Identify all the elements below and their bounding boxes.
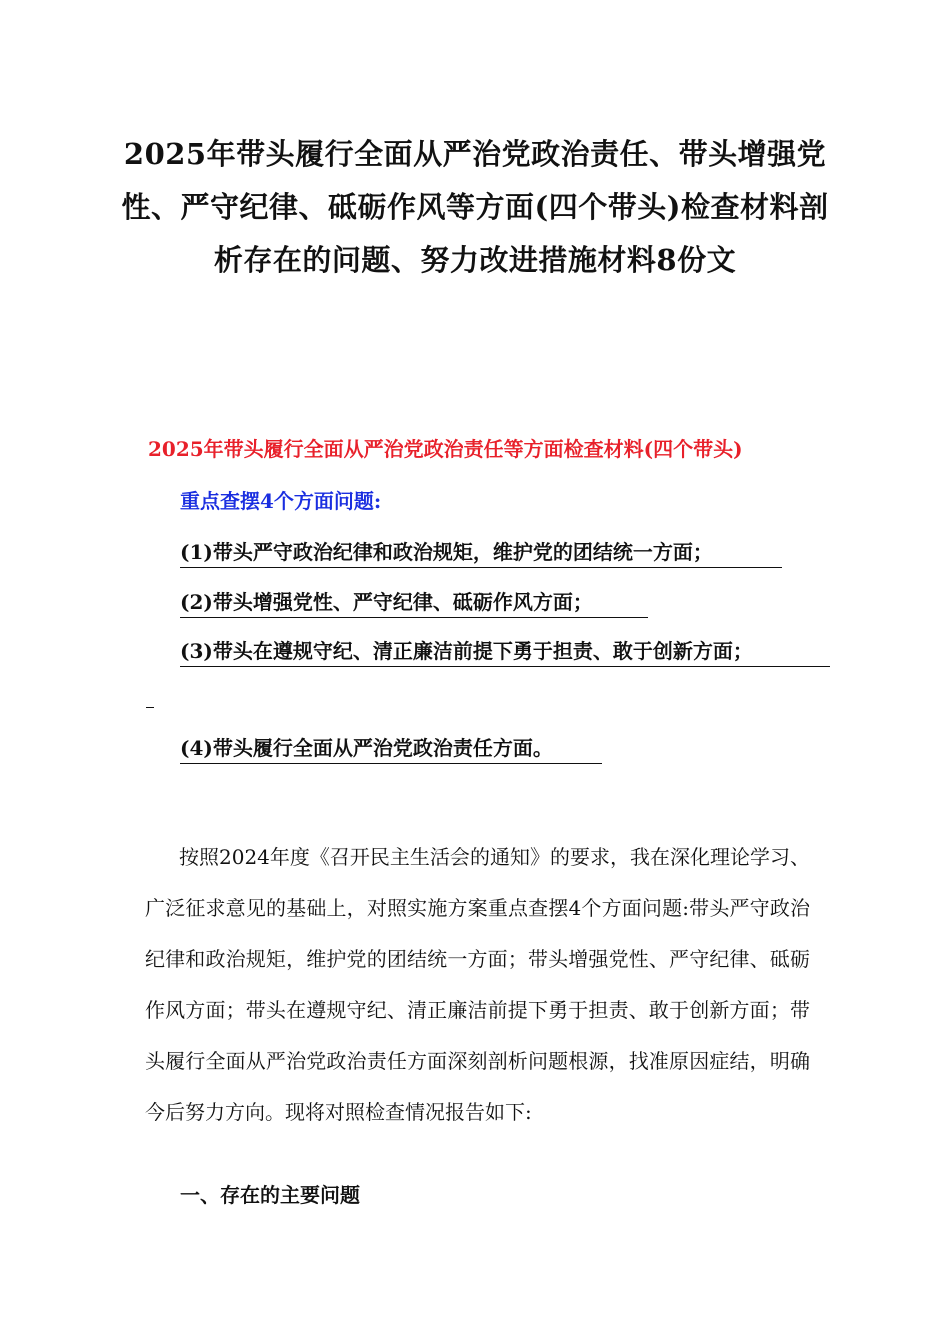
stray-underline-mark [146, 707, 154, 708]
blue-subheading: 重点查摆4个方面问题: [180, 489, 382, 513]
toc-item-1[interactable]: (1)带头严守政治纪律和政治规矩，维护党的团结统一方面； [180, 537, 782, 568]
document-title: 2025年带头履行全面从严治党政治责任、带头增强党性、严守纪律、砥砺作风等方面(四个带头)检查材料剖析存在的问题、努力改进措施材料8份文 [121, 137, 829, 277]
toc-item-3[interactable]: (3)带头在遵规守纪、清正廉洁前提下勇于担责、敢于创新方面； [180, 636, 830, 667]
section-heading-main-problems: 一、存在的主要问题 [180, 1183, 360, 1207]
red-section-heading: 2025年带头履行全面从严治党政治责任等方面检查材料(四个带头) [148, 437, 743, 461]
toc-item-2[interactable]: (2)带头增强党性、严守纪律、砥砺作风方面； [180, 587, 648, 618]
toc-item-4[interactable]: (4)带头履行全面从严治党政治责任方面。 [180, 733, 602, 764]
intro-paragraph: 按照2024年度《召开民主生活会的通知》的要求，我在深化理论学习、广泛征求意见的基础上，对照实施方案重点查摆4个方面问题:带头严守政治纪律和政治规矩，维护党的团结统一方面；带头增强党性、严守纪律、砥砺作风方面；带头在遵规守纪、清正廉洁前提下勇于担责、敢于创新方面；带头履行全面从严治党政治责任方面深刻剖析问题根源，找准原因症结，明确今后努力方向。现将对照检查情况报告如下: [145, 845, 810, 1124]
